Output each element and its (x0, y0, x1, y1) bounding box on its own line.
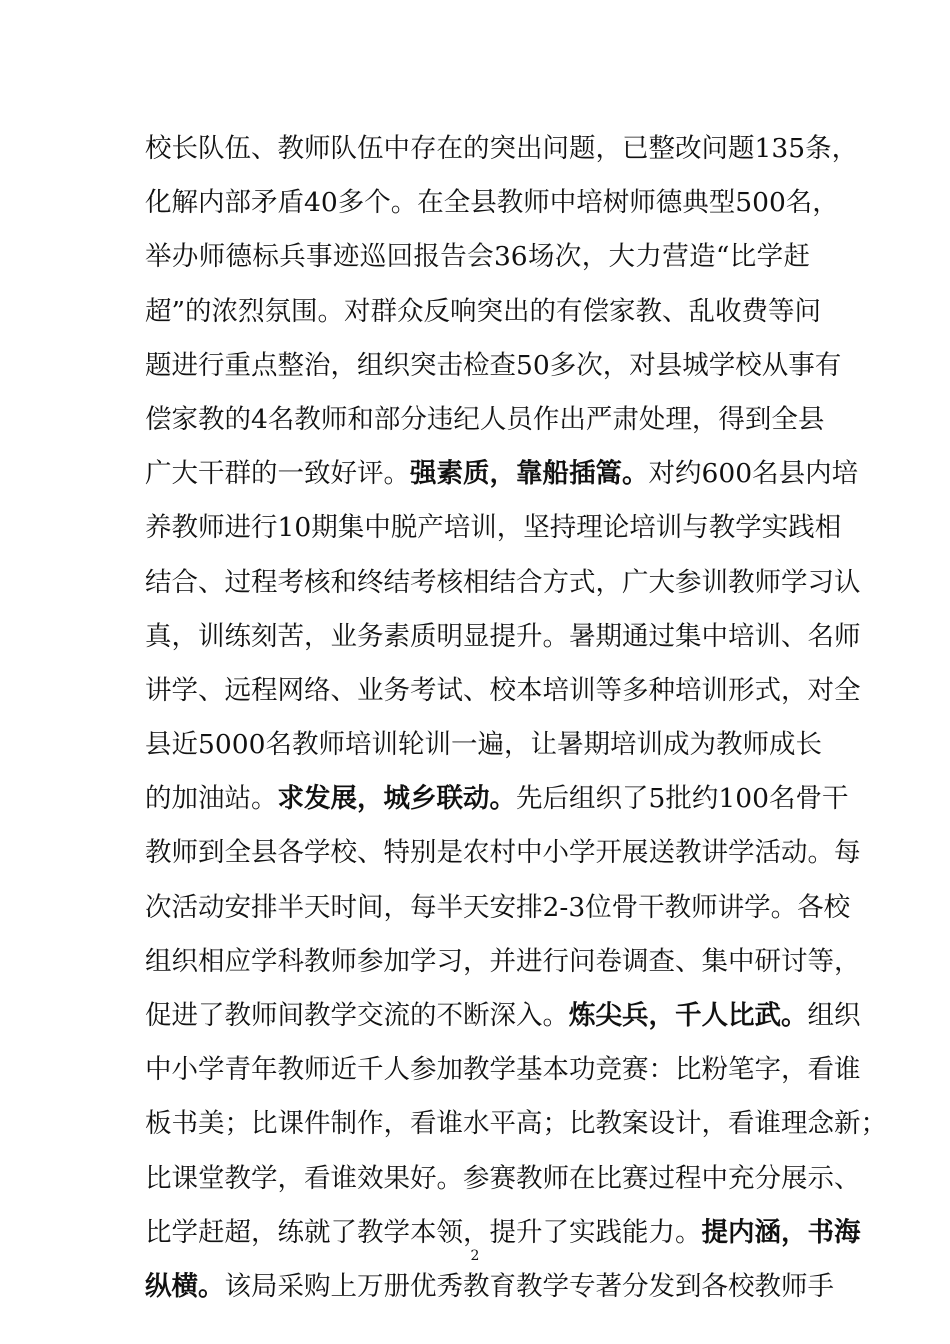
text-line (145, 826, 861, 880)
text-segment: 校长队伍、教师队伍中存在的突出问题，已整改问题135条， (145, 133, 859, 164)
text-segment: 比课堂教学，看谁效果好。参赛教师在比赛过程中充分展示、 (145, 1162, 861, 1194)
text-segment: 讲学、远程网络、业务考试、校本培训等多种培训形式，对全 (145, 674, 861, 706)
text-segment: 养教师进行10期集中脱产培训，坚持理论培训与教学实践相 (145, 512, 842, 544)
bold-heading-phrase: 炼尖兵，千人比武。 (569, 1000, 808, 1031)
page-number: 2 (470, 1248, 480, 1264)
text-line (145, 556, 861, 610)
body-text (145, 122, 887, 1314)
text-line (145, 1097, 887, 1151)
text-line (145, 447, 859, 501)
text-segment: 教师到全县各学校、特别是农村中小学开展送教讲学活动。每 (145, 837, 861, 869)
text-line (145, 176, 839, 230)
bold-heading-phrase: 强素质，靠船插篙。 (410, 458, 649, 490)
text-line (145, 339, 842, 393)
text-line (145, 285, 822, 339)
text-segment: 县近5000名教师培训轮训一遍，让暑期培训成为教师成长 (145, 729, 822, 761)
text-segment: 该局采购上万册优秀教育教学专著分发到各校教师手 (224, 1270, 834, 1302)
text-line (145, 1152, 861, 1206)
text-segment: 超”的浓烈氛围。对群众反响突出的有偿家教、乱收费等问 (145, 295, 822, 327)
text-segment: 举办师德标兵事迹巡回报告会36场次，大力营造“比学赶 (145, 241, 810, 273)
text-segment: 先后组织了5批约100名骨干 (516, 783, 849, 815)
text-segment: 的加油站。 (145, 783, 278, 815)
bold-heading-phrase: 纵横。 (145, 1270, 225, 1302)
text-segment: 广大干群的一致好评。 (145, 458, 410, 490)
bold-heading-phrase: 求发展，城乡联动。 (277, 783, 516, 815)
text-line (145, 1043, 861, 1097)
text-segment: 中小学青年教师近千人参加教学基本功竞赛：比粉笔字，看谁 (145, 1054, 861, 1086)
text-segment: 结合、过程考核和终结考核相结合方式，广大参训教师学习认 (145, 566, 861, 598)
text-line (145, 1260, 834, 1314)
bold-heading-phrase: 提内涵，书海 (701, 1216, 861, 1248)
text-segment: 组织相应学科教师参加学习，并进行问卷调查、集中研讨等， (145, 945, 861, 977)
text-line (145, 393, 825, 447)
text-line (145, 989, 861, 1043)
text-line (145, 718, 822, 772)
text-line (145, 664, 861, 718)
text-segment: 化解内部矛盾40多个。在全县教师中培树师德典型500名， (145, 187, 839, 219)
text-segment: 比学赶超，练就了教学本领，提升了实践能力。 (145, 1216, 702, 1248)
text-segment: 次活动安排半天时间，每半天安排2-3位骨干教师讲学。各校 (145, 891, 851, 923)
text-line (145, 230, 810, 284)
text-segment: 偿家教的4名教师和部分违纪人员作出严肃处理，得到全县 (145, 403, 825, 435)
text-line (145, 881, 851, 935)
text-segment: 真，训练刻苦，业务素质明显提升。暑期通过集中培训、名师 (145, 620, 861, 652)
text-segment: 组织 (807, 1000, 861, 1031)
text-line (145, 935, 861, 989)
text-segment: 板书美；比课件制作，看谁水平高；比教案设计，看谁理念新； (145, 1108, 887, 1140)
text-line (145, 610, 861, 664)
text-segment: 对约600名县内培 (648, 458, 859, 490)
text-segment: 题进行重点整治，组织突击检查50多次，对县城学校从事有 (145, 349, 842, 381)
text-line (145, 122, 859, 176)
text-segment: 促进了教师间教学交流的不断深入。 (145, 1000, 569, 1031)
text-line (145, 501, 842, 555)
text-line (145, 772, 849, 826)
